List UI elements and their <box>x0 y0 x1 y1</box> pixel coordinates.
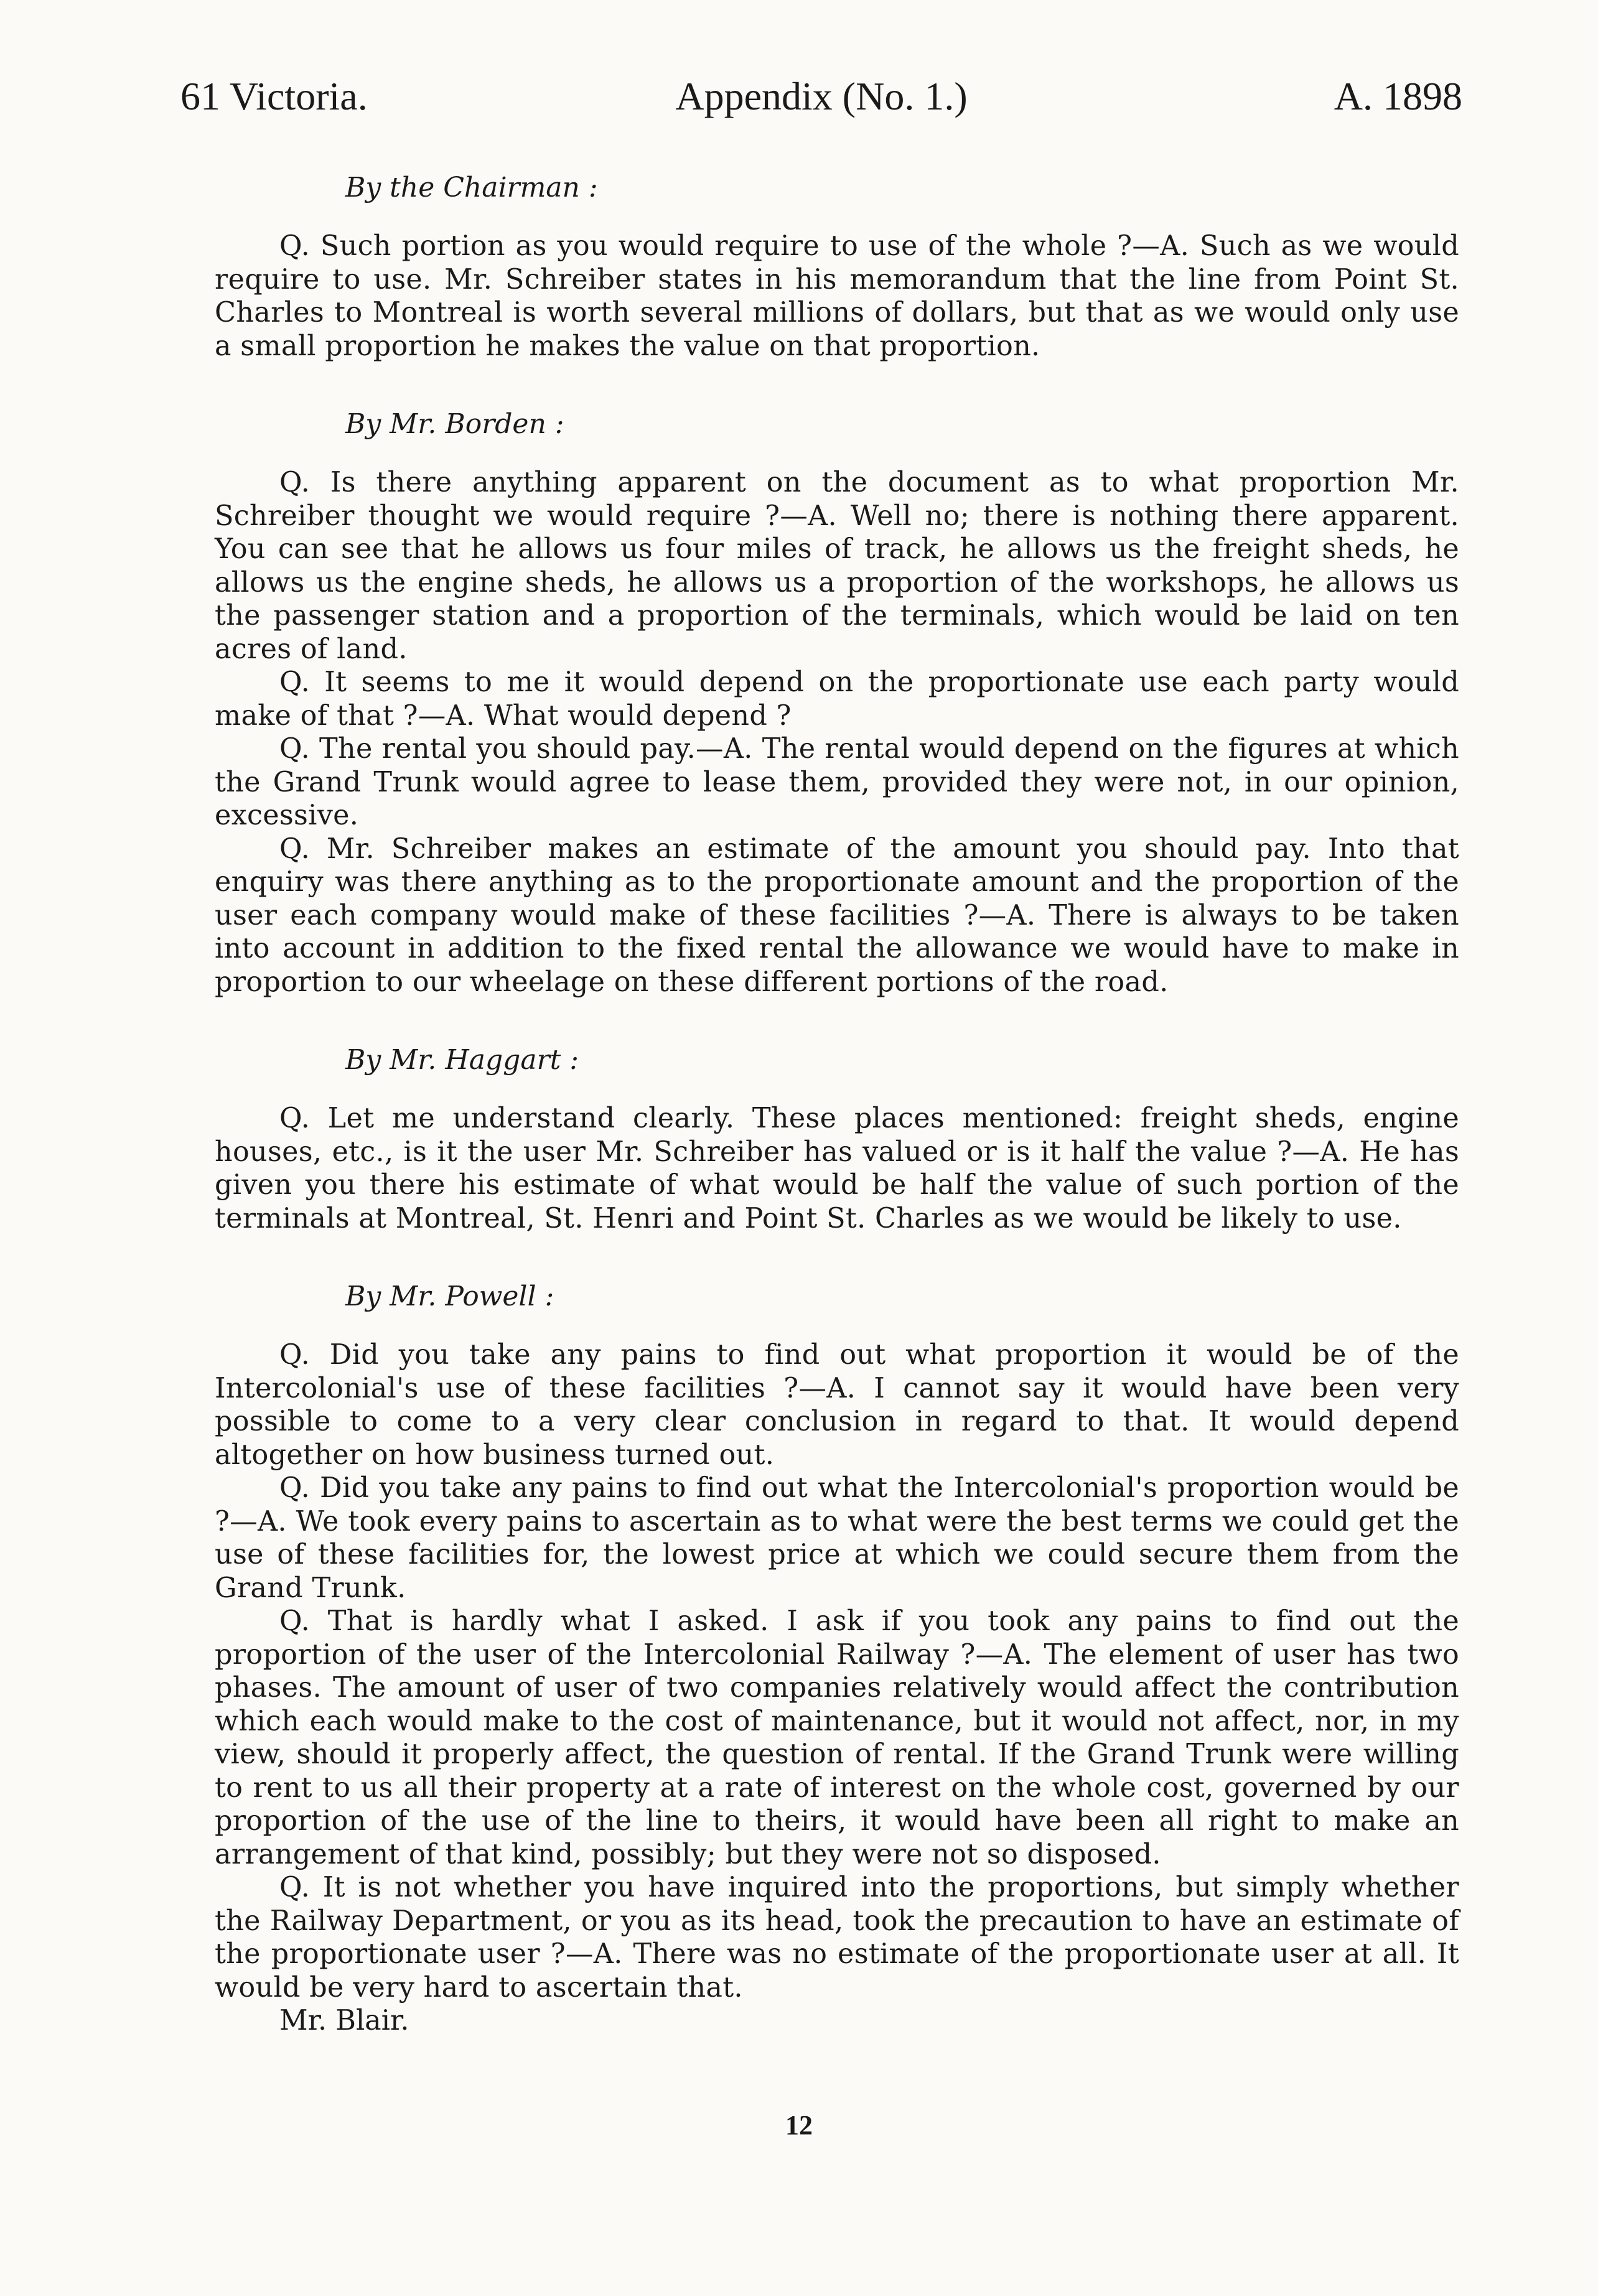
running-header <box>180 65 1462 128</box>
qa-paragraph: Q. Is there anything apparent on the document as to what proportion Mr. Schreiber thought we would require ?—A. Well no; there is nothing there apparent. You can see that he allows us four miles of track, he allows us the freight sheds, he allows us the engine sheds, he allows us a proportion of the workshops, he allows us the passenger station and a proportion of the terminals, which would be laid on ten acres of land. <box>215 467 1459 665</box>
qa-paragraph: Q. Let me understand clearly. These places mentioned: freight sheds, engine houses, etc., is it the user Mr. Schreiber has valued or is it half the value ?—A. He has given you there his estimate of what would be half the value of such portion of the terminals at Montreal, St. Henri and Point St. Charles as we would be likely to use. <box>215 1103 1459 1234</box>
qa-paragraph: Q. Such portion as you would require to use of the whole ?—A. Such as we would require to use. Mr. Schreiber states in his memorandum that the line from Point St. Charles to Montreal is worth several millions of dollars, but that as we would only use a small proportion he makes the value on that proportion. <box>215 230 1459 362</box>
header-appendix: Appendix (No. 1.) <box>675 74 968 118</box>
qa-paragraph: Q. Did you take any pains to find out what the Intercolonial's proportion would be ?—A. We took every pains to ascertain as to what were the best terms we could get the use of these facilities for, the lowest price at which we could secure them from the Grand Trunk. <box>215 1472 1459 1604</box>
speaker-heading: By the Chairman : <box>345 172 598 203</box>
qa-paragraph: Q. Did you take any pains to find out what proportion it would be of the Intercolonial's use of these facilities ?—A. I cannot say it would have been very possible to come to a very clear conclusion in regard to that. It would depend altogether on how business turned out. <box>215 1339 1459 1471</box>
section-powell <box>215 1280 1459 2038</box>
closing-speaker: Mr. Blair. <box>279 2005 409 2037</box>
header-session: 61 Victoria. <box>180 74 368 118</box>
speaker-heading: By Mr. Borden : <box>345 408 564 440</box>
qa-paragraph: Q. It is not whether you have inquired into the proportions, but simply whether the Railway Department, or you as its head, took the precaution to have an estimate of the proportionate user ?—A. There was no estimate of the proportionate user at all. It would be very hard to ascertain that. <box>215 1872 1459 2004</box>
section-haggart <box>215 1043 1459 1235</box>
section-borden <box>215 408 1459 999</box>
page-number: 12 <box>785 2110 813 2140</box>
qa-paragraph: Q. That is hardly what I asked. I ask if you took any pains to find out the proportion of the user of the Intercolonial Railway ?—A. The element of user has two phases. The amount of user of two companies relatively would affect the contribution which each would make to the cost of maintenance, but it would not affect, nor, in my view, should it properly affect, the question of rental. If the Grand Trunk were willing to rent to us all their property at a rate of interest on the whole cost, governed by our proportion of the use of the line to theirs, it would have been all right to make an arrangement of that kind, possibly; but they were not so disposed. <box>215 1605 1459 1870</box>
qa-paragraph: Q. Mr. Schreiber makes an estimate of the amount you should pay. Into that enquiry was there anything as to the proportionate amount and the proportion of the user each company would make of these facilities ?—A. There is always to be taken into account in addition to the fixed rental the allowance we would have to make in proportion to our wheelage on these different portions of the road. <box>215 833 1459 998</box>
qa-paragraph: Q. The rental you should pay.—A. The rental would depend on the figures at which the Grand Trunk would agree to lease them, provided they were not, in our opinion, excessive. <box>215 733 1459 831</box>
speaker-heading: By Mr. Haggart : <box>345 1044 579 1076</box>
testimony-body <box>215 171 1459 2038</box>
section-chairman <box>215 171 1459 363</box>
qa-paragraph: Q. It seems to me it would depend on the proportionate use each party would make of that ?—A. What would depend ? <box>215 666 1459 732</box>
header-year: A. 1898 <box>1334 74 1462 118</box>
speaker-heading: By Mr. Powell : <box>345 1281 554 1312</box>
